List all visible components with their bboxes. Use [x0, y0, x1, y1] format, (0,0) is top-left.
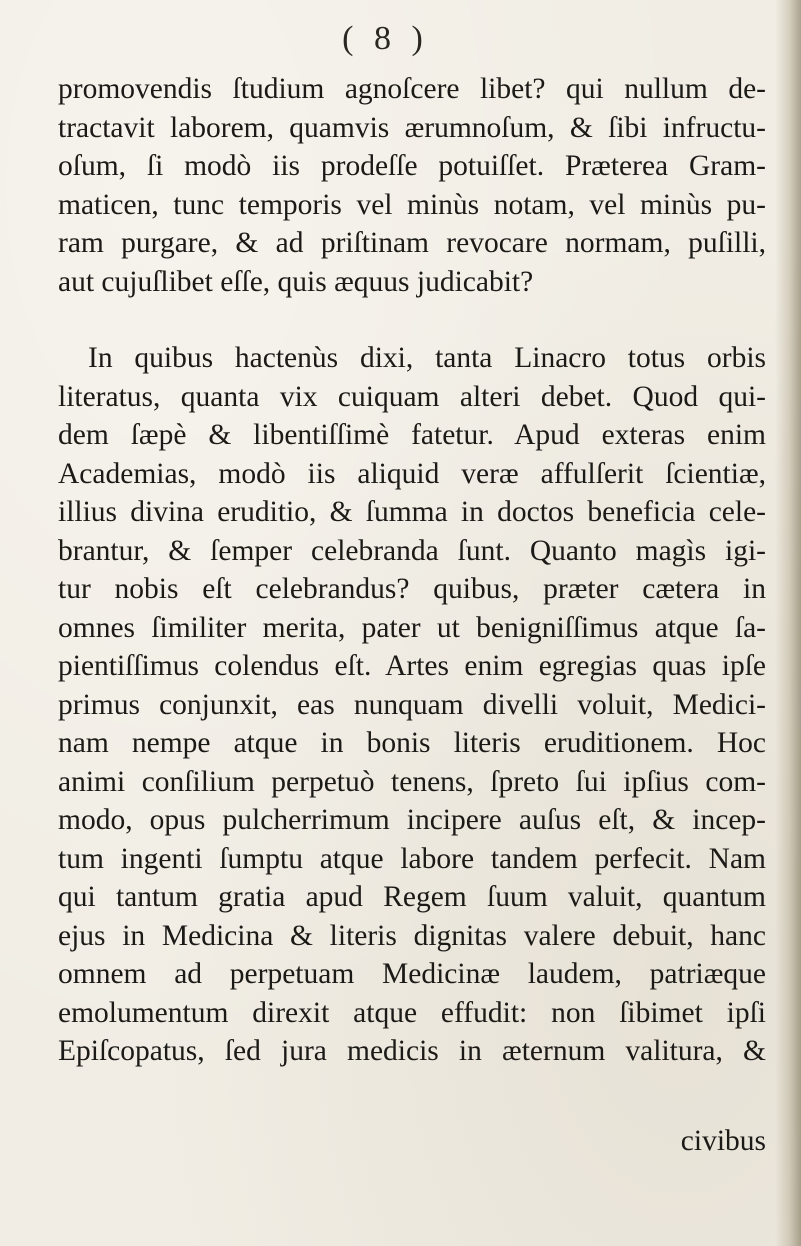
text-line: tractavit laborem, quamvis ærumnoſum, & ſibi infructu- — [58, 111, 766, 144]
text-line: tur nobis eſt celebrandus? quibus, præter cætera in — [58, 573, 766, 605]
text-line: qui tantum gratia apud Regem ſuum valuit, quantum — [58, 881, 766, 913]
text-line: Academias, modò iis aliquid veræ affulſerit ſcientiæ, — [58, 457, 766, 490]
text-line: ejus in Medicina & literis dignitas valere debuit, hanc — [58, 919, 766, 952]
paragraph-gap — [58, 301, 766, 339]
paragraph-2 — [58, 339, 766, 1071]
text-line: literatus, quanta vix cuiquam alteri debet. Quod qui- — [58, 380, 766, 413]
text-line: aut cujuſlibet eſſe, quis æquus judicabit? — [58, 265, 534, 298]
text-line: oſum, ſi modò iis prodeſſe potuiſſet. Præterea Gram- — [58, 150, 766, 182]
text-line: ram purgare, & ad priſtinam revocare normam, puſilli, — [58, 227, 766, 259]
text-line: animi conſilium perpetuò tenens, ſpreto ſui ipſius com- — [58, 765, 766, 798]
text-line: Epiſcopatus, ſed jura medicis in æternum valitura, & — [58, 1035, 766, 1067]
paragraph-1 — [58, 70, 766, 301]
text-line: maticen, tunc temporis vel minùs notam, vel minùs pu- — [58, 188, 766, 221]
body-text — [58, 70, 766, 1071]
catchword: civibus — [680, 1125, 766, 1157]
text-line: dem ſæpè & libentiſſimè fatetur. Apud exteras enim — [58, 419, 766, 451]
text-line: primus conjunxit, eas nunquam divelli voluit, Medici- — [58, 688, 766, 721]
text-line: brantur, & ſemper celebranda ſunt. Quanto magìs igi- — [58, 534, 766, 567]
page-number: ( 8 ) — [342, 20, 429, 57]
text-line: omnes ſimiliter merita, pater ut benigniſſimus atque ſa- — [58, 611, 766, 644]
text-line: pientiſſimus colendus eſt. Artes enim egregias quas ipſe — [58, 650, 766, 682]
text-line: omnem ad perpetuam Medicinæ laudem, patriæque — [58, 958, 766, 990]
text-line: emolumentum direxit atque effudit: non ſibimet ipſi — [58, 996, 766, 1029]
text-line: promovendis ſtudium agnoſcere libet? qui nullum de- — [58, 73, 766, 105]
text-line: tum ingenti ſumptu atque labore tandem perfecit. Nam — [58, 842, 766, 875]
page-edge-shadow — [775, 0, 801, 1246]
text-line: nam nempe atque in bonis literis eruditionem. Hoc — [58, 727, 766, 759]
text-line: In quibus hactenùs dixi, tanta Linacro totus orbis — [88, 342, 766, 374]
text-line: modo, opus pulcherrimum incipere auſus eſt, & incep- — [58, 804, 766, 836]
text-line: illius divina eruditio, & ſumma in doctos beneficia cele- — [58, 496, 766, 528]
